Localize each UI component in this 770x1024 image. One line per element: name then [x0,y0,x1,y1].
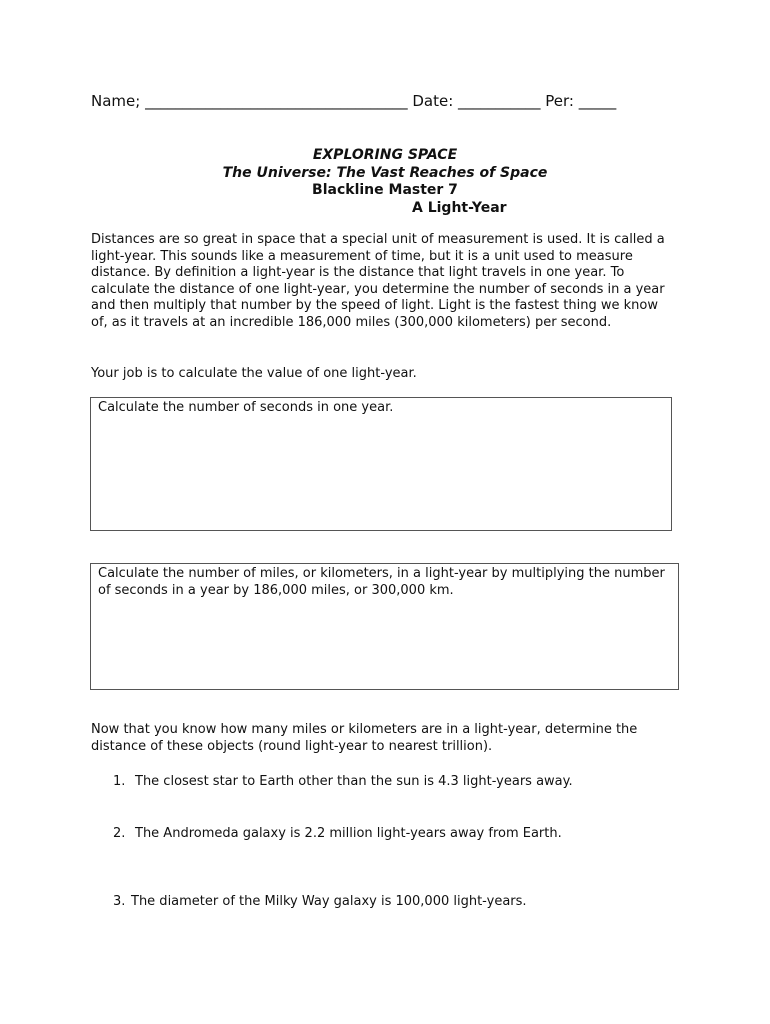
answer-box-miles[interactable] [90,563,679,690]
question-text: The closest star to Earth other than the sun is 4.3 light-years away. [135,774,573,789]
blackline-master-label: Blackline Master 7 [312,182,458,198]
answer-box-seconds[interactable] [90,397,672,531]
answer-box-prompt: Calculate the number of seconds in one year. [98,400,394,415]
section-title: A Light-Year [412,199,507,216]
question-text: The diameter of the Milky Way galaxy is 100,000 light-years. [131,894,527,909]
question-number: 3. [113,894,126,909]
worksheet-subtitle: The Universe: The Vast Reaches of Space [222,164,548,181]
question-number: 1. [113,774,126,789]
question-number: 2. [113,826,126,841]
followup-paragraph: Now that you know how many miles or kilometers are in a light-year, determine the distance of these objects (round light-year to nearest trillion). [91,722,638,754]
question-item [113,826,562,842]
question-item [113,894,527,910]
student-info-line: Name; ___________________________________ Date: ___________ Per: _____ [91,92,617,110]
answer-box-prompt: Calculate the number of miles, or kilometers, in a light-year by multiplying the number of seconds in a year by 186,000 miles, or 300,000 km. [98,566,665,598]
question-item [113,774,573,790]
worksheet-title: EXPLORING SPACE [312,147,458,163]
question-text: The Andromeda galaxy is 2.2 million light-years away from Earth. [135,826,562,841]
job-instruction: Your job is to calculate the value of one light-year. [91,366,417,381]
intro-paragraph: Distances are so great in space that a special unit of measurement is used. It is called a light-year. This sounds like a measurement of time, but it is a unit used to measure distance. By definition a light-year is the distance that light travels in one year. To calculate the distance of one light-year, you determine the number of seconds in a year and then multiply that number by the speed of light. Light is the fastest thing we know of, as it travels at an incredible 186,000 miles (300,000 kilometers) per second. [91,232,665,330]
